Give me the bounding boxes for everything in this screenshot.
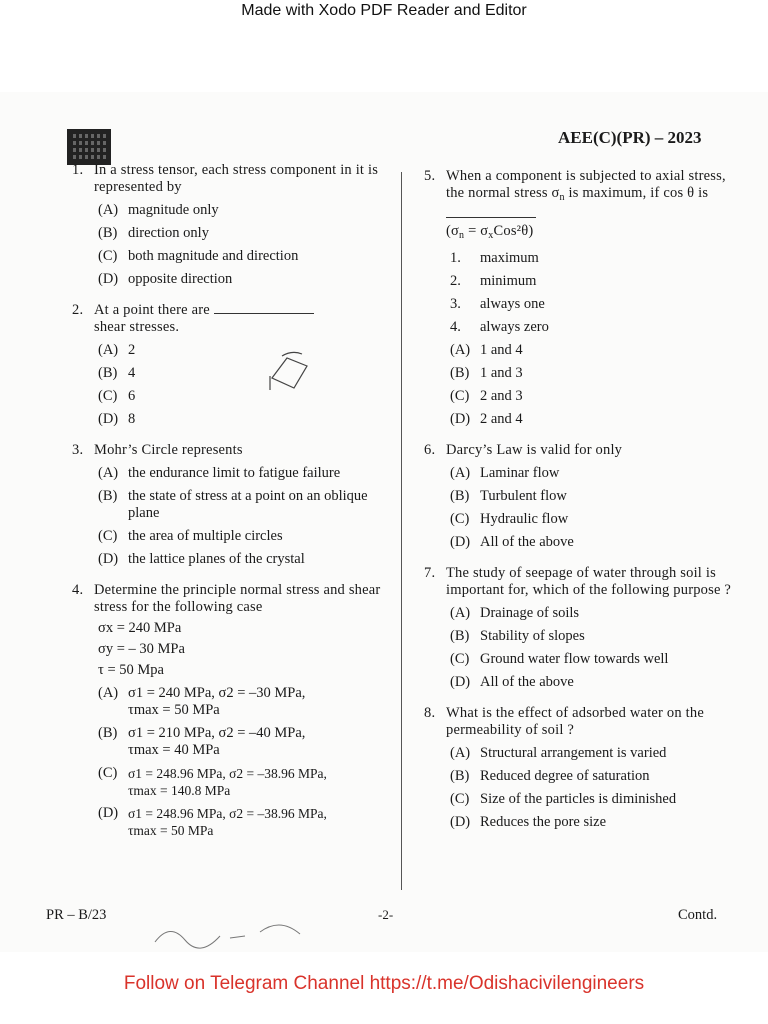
option-label: (D) (98, 411, 119, 427)
option-label: (D) (450, 411, 471, 427)
option-label: (A) (450, 605, 471, 621)
question-text: The study of seepage of water through soil is important for, which of the following purpose ? (446, 565, 732, 598)
option-label: (A) (98, 685, 119, 701)
option-d[interactable] (98, 411, 384, 428)
option-label: (B) (450, 488, 470, 504)
option-c[interactable] (450, 791, 742, 808)
option-a[interactable] (450, 745, 742, 762)
option-text: Stability of slopes (480, 628, 585, 644)
option-text: Hydraulic flow (480, 511, 569, 527)
qr-code (70, 132, 108, 162)
question-text: When a component is subjected to axial stress, the normal stress σ (446, 168, 726, 201)
continued-label: Contd. (678, 907, 718, 923)
option-label: (B) (450, 768, 470, 784)
right-column (424, 168, 742, 845)
question-number: 3. (72, 442, 84, 458)
question-2 (72, 302, 384, 428)
given-sigma-y: σy = – 30 MPa (98, 641, 185, 657)
question-5 (424, 168, 742, 428)
option-label: (B) (98, 225, 118, 241)
option-b[interactable] (450, 768, 742, 785)
left-column (72, 162, 384, 853)
option-b[interactable] (450, 628, 742, 645)
option-label: (B) (98, 365, 118, 381)
question-8 (424, 705, 742, 831)
option-a[interactable] (450, 605, 742, 622)
option-label: (A) (98, 342, 119, 358)
option-text-cont: τmax = 50 MPa (128, 823, 214, 838)
question-text: Darcy’s Law is valid for only (446, 442, 623, 458)
question-number: 6. (424, 442, 436, 458)
option-text: 1 and 3 (480, 365, 523, 381)
option-label: (C) (450, 791, 470, 807)
option-label: (C) (98, 765, 118, 781)
option-text: σ1 = 248.96 MPa, σ2 = –38.96 MPa, (128, 806, 327, 821)
option-text: Size of the particles is diminished (480, 791, 677, 807)
option-b[interactable] (98, 488, 384, 522)
pencil-scribble (150, 912, 350, 952)
option-b[interactable] (450, 365, 742, 382)
option-text-cont: τmax = 40 MPa (128, 742, 220, 758)
option-label: (A) (98, 202, 119, 218)
paper-code: PR – B/23 (46, 907, 107, 923)
statement-label: 2. (450, 273, 461, 289)
option-c[interactable] (98, 528, 384, 545)
option-label: (A) (450, 342, 471, 358)
option-c[interactable] (98, 248, 384, 265)
option-label: (C) (450, 651, 470, 667)
question-number: 5. (424, 168, 436, 184)
given-tau: τ = 50 Mpa (98, 662, 164, 678)
option-text: 2 (128, 342, 136, 358)
option-label: (D) (98, 805, 119, 821)
option-label: (B) (98, 725, 118, 741)
option-text: σ1 = 240 MPa, σ2 = –30 MPa, (128, 685, 306, 701)
option-d[interactable] (98, 551, 384, 568)
column-divider (401, 172, 402, 890)
option-text: Ground water flow towards well (480, 651, 669, 667)
option-text: the state of stress at a point on an oblique plane (128, 488, 368, 521)
option-text: 6 (128, 388, 136, 404)
page-number: -2- (378, 907, 394, 922)
option-text: both magnitude and direction (128, 248, 299, 264)
option-text: 2 and 3 (480, 388, 523, 404)
option-text: 4 (128, 365, 136, 381)
option-text: σ1 = 248.96 MPa, σ2 = –38.96 MPa, (128, 766, 327, 781)
question-text: In a stress tensor, each stress component in it is represented by (94, 162, 379, 195)
option-label: (A) (450, 745, 471, 761)
option-text-cont: τmax = 140.8 MPa (128, 783, 231, 798)
question-3 (72, 442, 384, 568)
option-label: (D) (450, 534, 471, 550)
answer-blank (446, 217, 536, 218)
statement-1 (450, 250, 742, 267)
option-label: (B) (98, 488, 118, 504)
option-a[interactable] (98, 465, 384, 482)
option-text: the lattice planes of the crystal (128, 551, 305, 567)
question-6 (424, 442, 742, 551)
option-text: the endurance limit to fatigue failure (128, 465, 341, 481)
statement-3 (450, 296, 742, 313)
option-a[interactable] (98, 342, 384, 359)
question-text: At a point there are (94, 302, 210, 318)
option-d[interactable] (450, 411, 742, 428)
statement-text: always zero (480, 319, 549, 335)
option-d[interactable] (450, 814, 742, 831)
question-number: 8. (424, 705, 436, 721)
option-label: (C) (450, 511, 470, 527)
question-text: What is the effect of adsorbed water on the permeability of soil ? (446, 705, 704, 738)
option-label: (A) (450, 465, 471, 481)
subscript: n (559, 192, 565, 203)
option-c[interactable] (450, 388, 742, 405)
option-text: opposite direction (128, 271, 233, 287)
option-d[interactable] (98, 271, 384, 288)
option-label: (C) (98, 388, 118, 404)
option-label: (D) (98, 271, 119, 287)
question-text-tail: is maximum, if cos θ is (568, 185, 709, 201)
question-number: 2. (72, 302, 84, 318)
exam-code: AEE(C)(PR) – 2023 (558, 128, 702, 147)
option-a[interactable] (98, 202, 384, 219)
option-text: Reduces the pore size (480, 814, 607, 830)
option-d[interactable] (450, 534, 742, 551)
option-a[interactable] (98, 685, 384, 719)
statement-text: always one (480, 296, 545, 312)
option-b[interactable] (98, 225, 384, 242)
option-text: Structural arrangement is varied (480, 745, 667, 761)
option-b[interactable] (98, 365, 384, 382)
option-text: 8 (128, 411, 136, 427)
option-text: 2 and 4 (480, 411, 523, 427)
option-text: Laminar flow (480, 465, 560, 481)
statement-4 (450, 319, 742, 336)
question-4 (72, 582, 384, 839)
option-text-cont: τmax = 50 MPa (128, 702, 220, 718)
question-text: Determine the principle normal stress and shear stress for the following case (94, 582, 381, 615)
exam-page (0, 92, 768, 952)
option-text: σ1 = 210 MPa, σ2 = –40 MPa, (128, 725, 306, 741)
answer-blank (214, 313, 314, 314)
formula: $(\sigma_n = \sigma_xCos^2\theta)$ (446, 223, 534, 241)
statement-2 (450, 273, 742, 290)
option-label: (D) (450, 814, 471, 830)
option-text: Reduced degree of saturation (480, 768, 650, 784)
option-c[interactable] (450, 651, 742, 668)
option-b[interactable] (450, 488, 742, 505)
option-label: (C) (98, 528, 118, 544)
option-c[interactable] (450, 511, 742, 528)
option-label: (B) (450, 628, 470, 644)
question-number: 1. (72, 162, 84, 178)
option-text: Turbulent flow (480, 488, 567, 504)
statement-text: maximum (480, 250, 539, 266)
telegram-link[interactable]: Follow on Telegram Channel https://t.me/Odishacivilengineers (123, 973, 645, 994)
statement-label: 4. (450, 319, 461, 335)
option-label: (A) (98, 465, 119, 481)
option-a[interactable] (450, 465, 742, 482)
option-text: direction only (128, 225, 209, 241)
option-d[interactable] (98, 805, 384, 839)
option-text: 1 and 4 (480, 342, 523, 358)
given-values (98, 620, 384, 679)
question-text-cont: shear stresses. (94, 319, 180, 335)
statement-label: 3. (450, 296, 461, 312)
option-c[interactable] (98, 765, 384, 799)
option-label: (D) (98, 551, 119, 567)
option-label: (C) (450, 388, 470, 404)
statement-label: 1. (450, 250, 461, 266)
question-text: Mohr’s Circle represents (94, 442, 243, 458)
question-7 (424, 565, 742, 691)
option-text: All of the above (480, 534, 574, 550)
option-a[interactable] (450, 342, 742, 359)
option-text: All of the above (480, 674, 574, 690)
option-b[interactable] (98, 725, 384, 759)
option-label: (B) (450, 365, 470, 381)
option-d[interactable] (450, 674, 742, 691)
app-banner: Made with Xodo PDF Reader and Editor (241, 2, 527, 19)
statement-text: minimum (480, 273, 537, 289)
question-number: 7. (424, 565, 436, 581)
option-label: (D) (450, 674, 471, 690)
option-text: magnitude only (128, 202, 219, 218)
option-text: the area of multiple circles (128, 528, 283, 544)
given-sigma-x: σx = 240 MPa (98, 620, 182, 636)
question-1 (72, 162, 384, 288)
option-label: (C) (98, 248, 118, 264)
option-c[interactable] (98, 388, 384, 405)
option-text: Drainage of soils (480, 605, 580, 621)
question-number: 4. (72, 582, 84, 598)
